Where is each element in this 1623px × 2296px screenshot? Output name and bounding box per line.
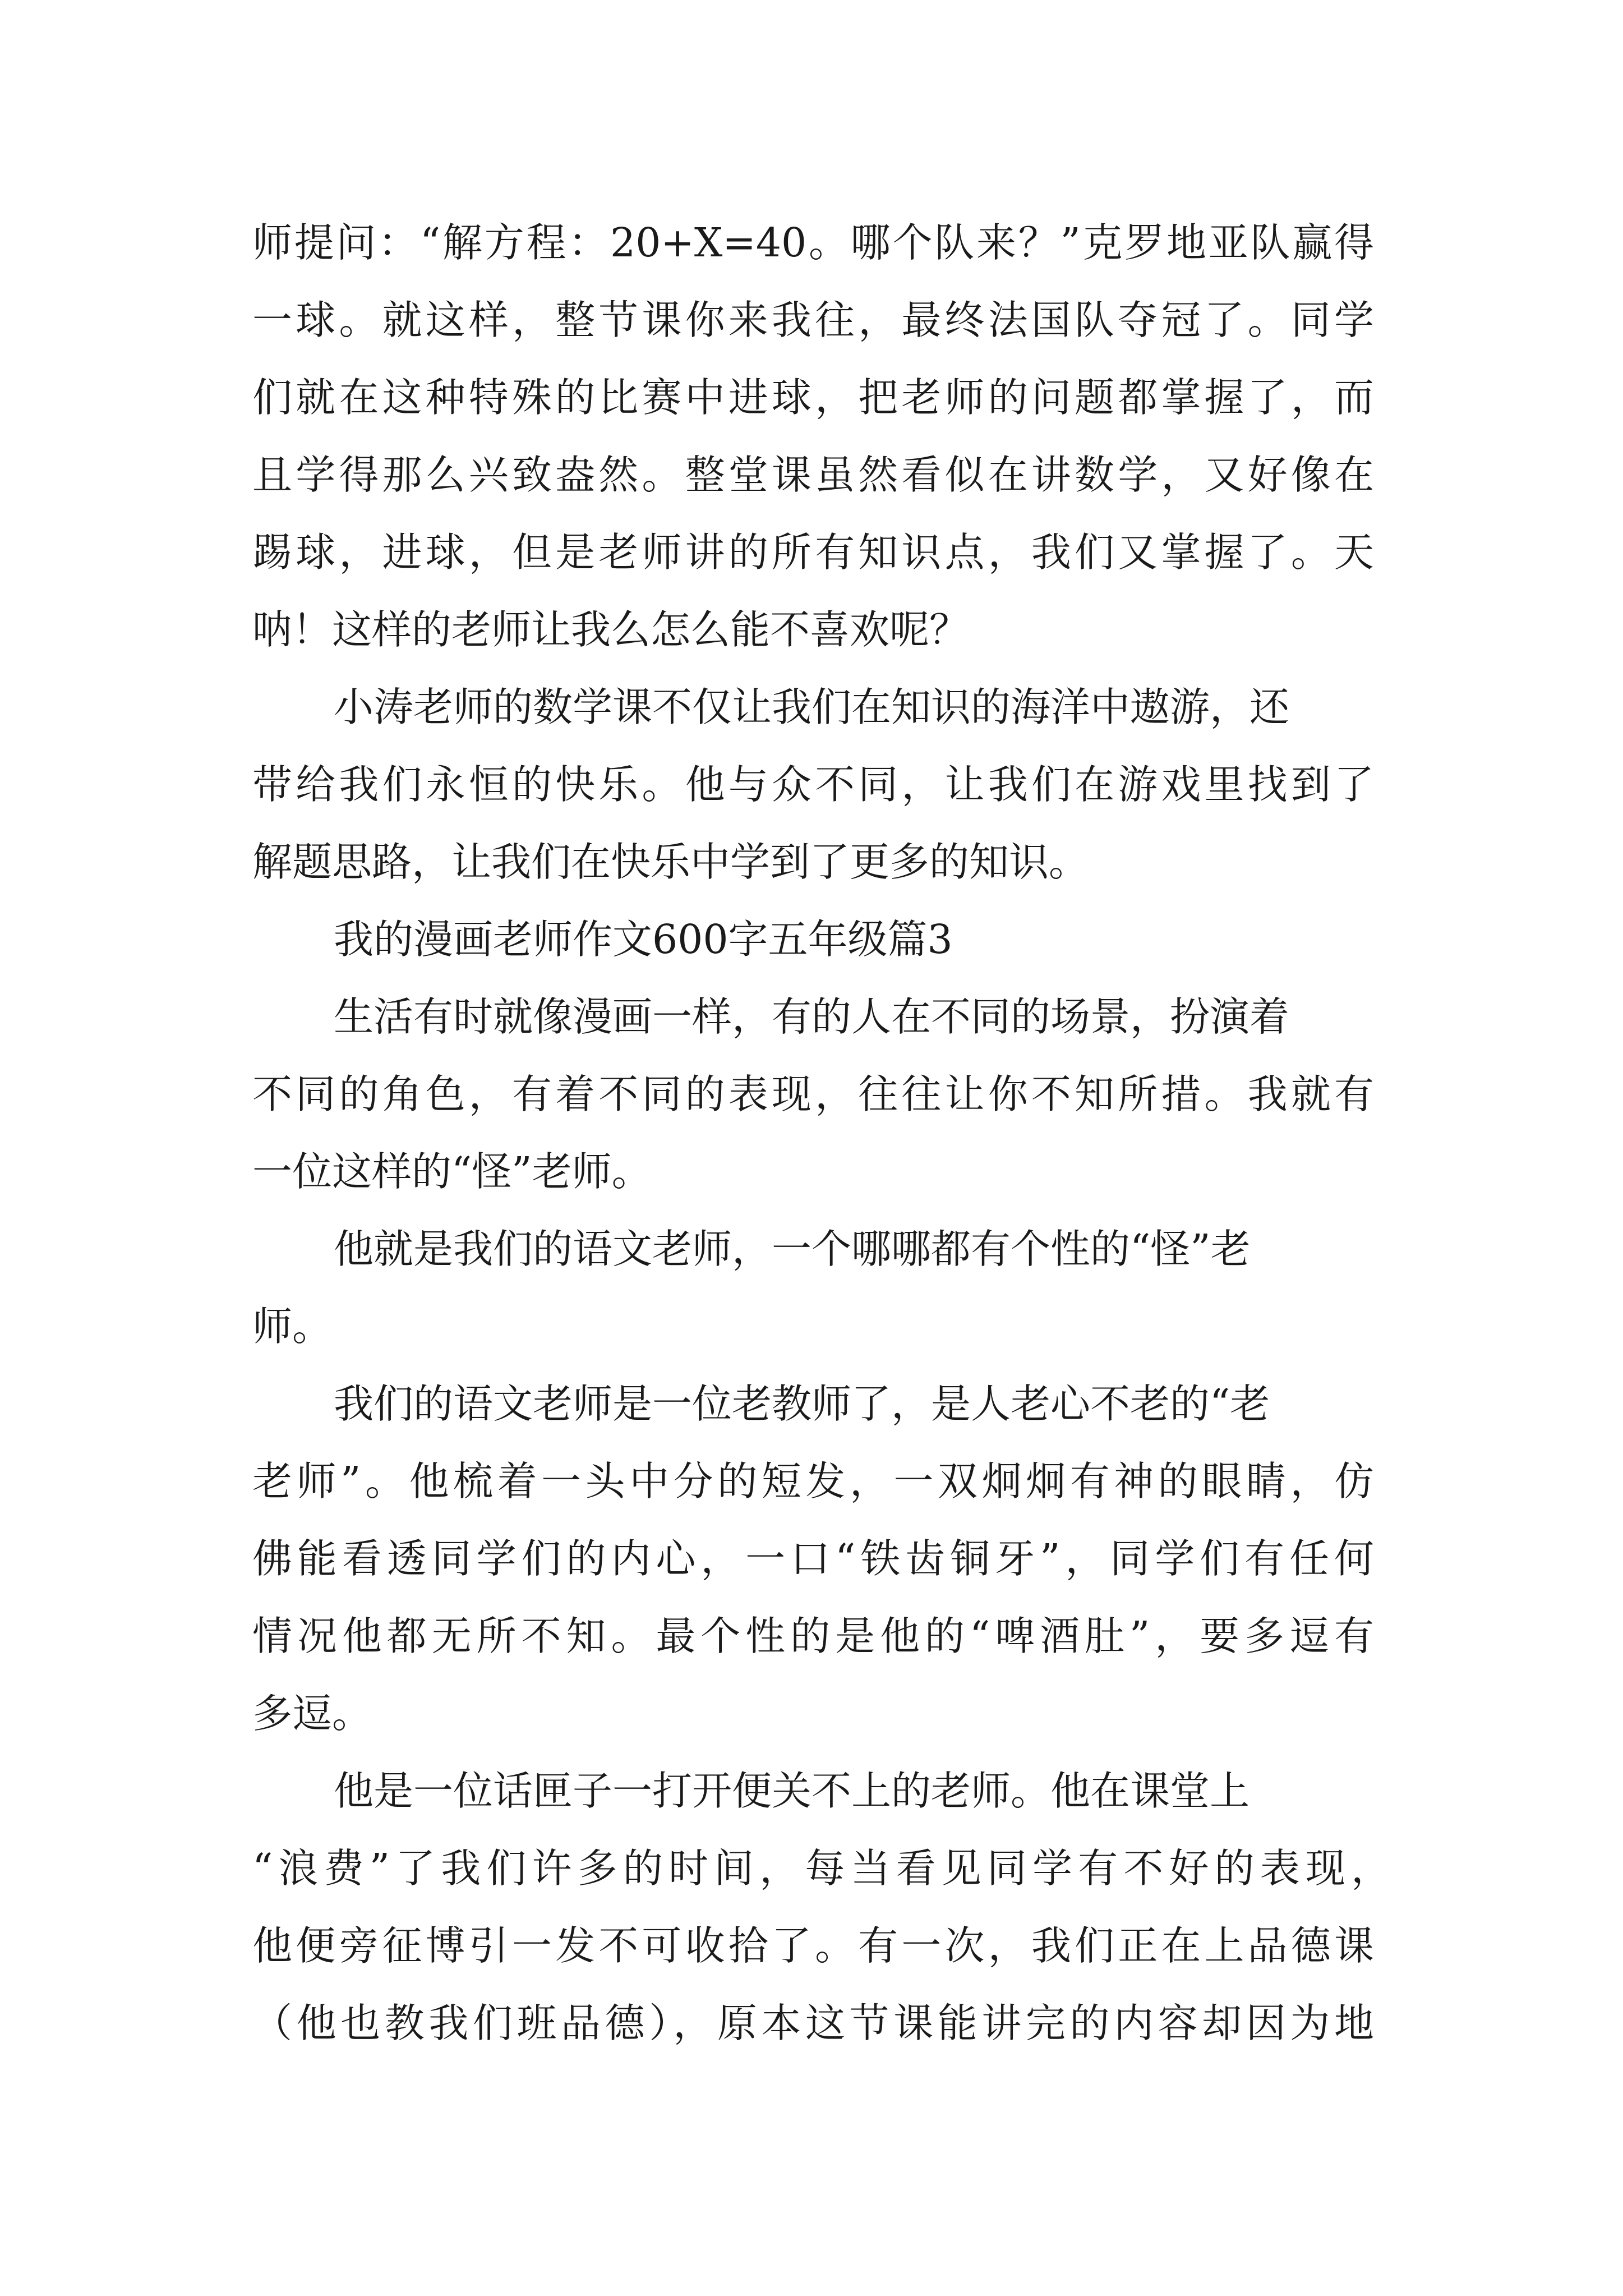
text-line: 师提问：“解方程：20+X=40。哪个队来？”克罗地亚队赢得 <box>252 219 1374 266</box>
text-line: 且学得那么兴致盎然。整堂课虽然看似在讲数学，又好像在 <box>252 452 1374 498</box>
text-line: 多逗。 <box>252 1690 372 1737</box>
text-line: 呐！这样的老师让我么怎么能不喜欢呢？ <box>252 606 970 653</box>
text-line: 一球。就这样，整节课你来我往，最终法国队夺冠了。同学 <box>252 297 1374 343</box>
text-line: 带给我们永恒的快乐。他与众不同，让我们在游戏里找到了 <box>252 761 1374 808</box>
text-line-indented: 他就是我们的语文老师，一个哪哪都有个性的“怪”老 <box>334 1226 1251 1272</box>
section-heading: 我的漫画老师作文600字五年级篇3 <box>334 916 953 963</box>
text-line-indented: 他是一位话匣子一打开便关不上的老师。他在课堂上 <box>334 1768 1250 1814</box>
text-line: （他也教我们班品德），原本这节课能讲完的内容却因为地 <box>252 2000 1374 2046</box>
text-line: 一位这样的“怪”老师。 <box>252 1148 652 1195</box>
text-line-indented: 我们的语文老师是一位老教师了，是人老心不老的“老 <box>334 1381 1270 1427</box>
text-line: 佛能看透同学们的内心，一口“铁齿铜牙”，同学们有任何 <box>252 1535 1374 1582</box>
text-line: 踢球，进球，但是老师讲的所有知识点，我们又掌握了。天 <box>252 529 1374 576</box>
text-line: 师。 <box>252 1303 333 1350</box>
text-line: 不同的角色，有着不同的表现，往往让你不知所措。我就有 <box>252 1071 1374 1117</box>
text-line: “浪费”了我们许多的时间，每当看见同学有不好的表现， <box>252 1845 1391 1892</box>
text-line-indented: 生活有时就像漫画一样，有的人在不同的场景，扮演着 <box>334 993 1290 1040</box>
text-line: 解题思路，让我们在快乐中学到了更多的知识。 <box>252 839 1089 885</box>
text-line-indented: 小涛老师的数学课不仅让我们在知识的海洋中遨游，还 <box>334 684 1290 730</box>
text-line: 他便旁征博引一发不可收拾了。有一次，我们正在上品德课 <box>252 1922 1374 1969</box>
text-line: 情况他都无所不知。最个性的是他的“啤酒肚”，要多逗有 <box>252 1613 1374 1659</box>
text-line: 老师”。他梳着一头中分的短发，一双炯炯有神的眼睛，仿 <box>252 1458 1374 1504</box>
text-line: 们就在这种特殊的比赛中进球，把老师的问题都掌握了，而 <box>252 374 1374 421</box>
